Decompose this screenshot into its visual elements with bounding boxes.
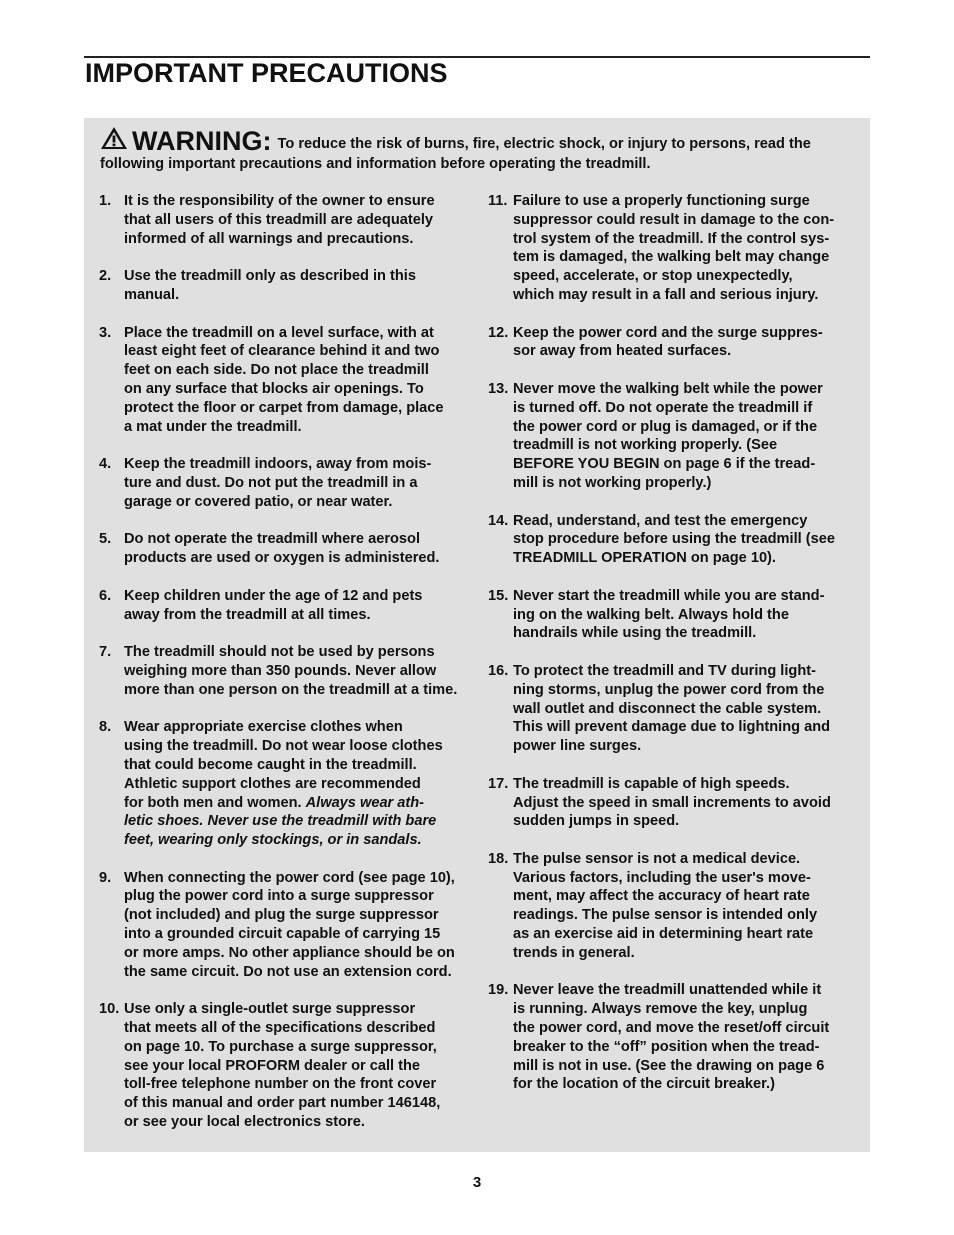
- precaution-item: [488, 192, 858, 305]
- item-number: 2.: [99, 268, 112, 285]
- item-text: It is the responsibility of the owner to ensure that all users of this treadmill are adequately informed of all warnings and precautions.: [124, 193, 435, 247]
- item-number: 14.: [488, 512, 509, 529]
- precaution-item: [488, 324, 858, 362]
- precaution-item: [488, 512, 858, 568]
- item-number: 18.: [488, 850, 509, 867]
- item-number: 1.: [99, 193, 112, 209]
- precaution-item: [99, 324, 469, 437]
- precaution-item: [488, 850, 858, 963]
- item-number: 13.: [488, 380, 509, 397]
- precaution-item: [99, 869, 469, 982]
- warning-triangle-icon: [100, 126, 128, 150]
- item-text: Keep the treadmill indoors, away from mois- ture and dust. Do not put the treadmill in a garage or covered patio, or near water.: [124, 456, 432, 510]
- item-number: 16.: [488, 662, 509, 679]
- item-number: 5.: [99, 531, 112, 548]
- precaution-item: [99, 267, 469, 305]
- precautions-left-column: [99, 192, 469, 1151]
- item-text: The treadmill is capable of high speeds. Adjust the speed in small increments to avoid sudden jumps in speed.: [513, 775, 831, 830]
- item-number: 4.: [99, 456, 112, 473]
- page-title: IMPORTANT PRECAUTIONS: [85, 58, 448, 88]
- item-text: The pulse sensor is not a medical device. Various factors, including the user's move- ment, may affect the accuracy of heart rate readings. The pulse sensor is intended only as an exercise aid in determining heart rate trends in general.: [513, 850, 818, 961]
- item-text: To protect the treadmill and TV during light- ning storms, unplug the power cord from the wall outlet and disconnect the cable system. This will prevent damage due to lightning and power line surges.: [513, 662, 831, 755]
- item-number: 10.: [99, 1001, 120, 1018]
- precaution-item: [488, 587, 858, 643]
- item-number: 17.: [488, 775, 509, 792]
- item-text-italic: Always wear ath- letic shoes. Never use the treadmill with bare feet, wearing only stockings, or in sandals.: [124, 794, 437, 849]
- item-number: 19.: [488, 982, 509, 999]
- precaution-item: [99, 455, 469, 511]
- precautions-right-column: [488, 192, 858, 1113]
- item-text: Do not operate the treadmill where aerosol products are used or oxygen is administered.: [124, 531, 440, 567]
- item-text: Keep children under the age of 12 and pets away from the treadmill at all times.: [124, 587, 423, 623]
- item-text: Never leave the treadmill unattended while it is running. Always remove the key, unplug the power cord, and move the reset/off circuit breaker to the “off” position when the tread- mill is not in use. (See the drawing on page 6 for the location of the circuit breaker.): [513, 982, 830, 1093]
- item-text: Keep the power cord and the surge suppres- sor away from heated surfaces.: [513, 324, 823, 360]
- precaution-item: [99, 718, 469, 850]
- item-number: 11.: [488, 193, 508, 209]
- item-text: The treadmill should not be used by persons weighing more than 350 pounds. Never allow more than one person on the treadmill at a time.: [124, 644, 458, 698]
- item-text: Use only a single-outlet surge suppressor that meets all of the specifications described on page 10. To purchase a surge suppressor, see your local PROFORM dealer or call the toll-free telephone number on the front cover of this manual and order part number 146148, or see your local electronics store.: [124, 1001, 441, 1131]
- warning-text: To reduce the risk of burns, fire, electric shock, or injury to persons, read the following important precautions and information before operating the treadmill.: [100, 136, 811, 172]
- warning-label: WARNING:: [132, 126, 272, 156]
- item-number: 3.: [99, 324, 112, 341]
- warning-block: [100, 126, 860, 174]
- item-text-regular: Wear appropriate exercise clothes when using the treadmill. Do not wear loose clothes that could become caught in the treadmill. Athletic support clothes are recommended for both men and women.: [124, 719, 443, 811]
- item-text: Place the treadmill on a level surface, with at least eight feet of clearance behind it and two feet on each side. Do not place the treadmill on any surface that blocks air openings. To protect the floor or carpet from damage, place a mat under the treadmill.: [124, 324, 444, 435]
- item-text: Failure to use a properly functioning surge suppressor could result in damage to the con- trol system of the treadmill. If the control sys- tem is damaged, the walking belt may change speed, accelerate, or stop unexpectedly, which may result in a fall and serious injury.: [513, 193, 835, 303]
- page-number: 3: [472, 1174, 482, 1191]
- item-number: 15.: [488, 587, 509, 604]
- precaution-item: [99, 587, 469, 625]
- item-number: 9.: [99, 869, 112, 886]
- precaution-item: [99, 643, 469, 699]
- item-number: 12.: [488, 324, 509, 341]
- item-number: 8.: [99, 719, 112, 736]
- item-number: 6.: [99, 587, 112, 604]
- precaution-item: [488, 981, 858, 1094]
- precaution-item: [488, 662, 858, 756]
- item-text: Use the treadmill only as described in this manual.: [124, 268, 416, 303]
- item-number: 7.: [99, 644, 112, 661]
- item-text: When connecting the power cord (see page 10), plug the power cord into a surge suppressor (not included) and plug the surge suppressor into a grounded circuit capable of carrying 15 or more amps. No other appliance should be on the same circuit. Do not use an extension cord.: [124, 869, 455, 980]
- item-text: [124, 718, 469, 850]
- precaution-item: [488, 380, 858, 493]
- item-text: Never start the treadmill while you are stand- ing on the walking belt. Always hold the handrails while using the treadmill.: [513, 587, 825, 642]
- precaution-item: [488, 775, 858, 831]
- item-text: Never move the walking belt while the power is turned off. Do not operate the treadmill if the power cord or plug is damaged, or if the treadmill is not working properly. (See BEFORE YOU BEGIN on page 6 if the tread- mill is not working properly.): [513, 380, 823, 491]
- precaution-item: [99, 530, 469, 568]
- precaution-item: [99, 1000, 469, 1132]
- precaution-item: [99, 192, 469, 248]
- item-text: Read, understand, and test the emergency stop procedure before using the treadmill (see TREADMILL OPERATION on page 10).: [513, 512, 835, 567]
